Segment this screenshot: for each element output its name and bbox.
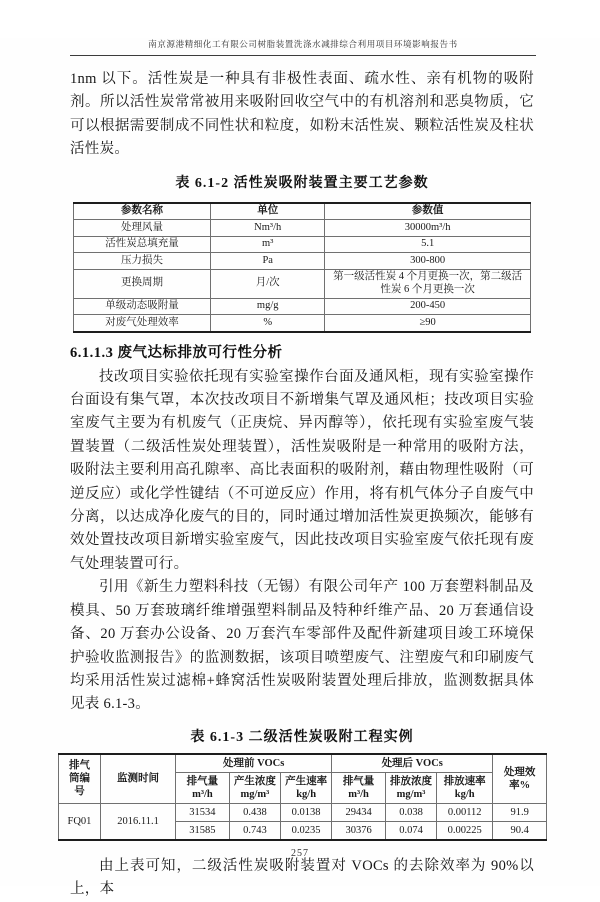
citation-paragraph: 引用《新生力塑料科技（无锡）有限公司年产 100 万套塑料制品及模具、50 万套玻璃纤维增强塑料制品及特种纤维产品、20 万套通信设备、20 万套办公设备、20 万套汽车零部件及配件新建项目竣工环境保护验收监测报告》的监测数据，该项目喷塑废气、注塑废气和印刷废气均采用活性炭过滤棉+蜂窝活性炭吸附装置处理后排放，监测数据具体见表 6.1-3。	[70, 579, 534, 713]
col-header-after-flow: 排气量 m³/h	[332, 772, 386, 803]
table-cell: 90.4	[493, 821, 547, 840]
page-header	[70, 38, 536, 56]
table-cell: 91.9	[493, 803, 547, 821]
table-cell: 0.743	[229, 821, 280, 840]
page-number: 257	[291, 848, 309, 859]
col-header-before-rate: 产生速率 kg/h	[281, 772, 332, 803]
table-cell: 处理风量	[74, 220, 211, 237]
table-cell: 0.038	[385, 803, 436, 821]
table-cell: 30376	[332, 821, 386, 840]
table-cell: 0.00112	[437, 803, 493, 821]
col-header-efficiency: 处理效率%	[493, 754, 547, 804]
col-header-value: 参数值	[325, 203, 531, 220]
document-page	[0, 38, 600, 898]
table-row	[74, 253, 531, 270]
table-cell: %	[211, 315, 325, 332]
table-cell: Pa	[211, 253, 325, 270]
monitoring-table-wrap	[58, 753, 547, 841]
table-cell: 0.00225	[437, 821, 493, 840]
table-cell: 更换周期	[74, 269, 211, 298]
col-header-after-rate: 排放速率 kg/h	[437, 772, 493, 803]
analysis-paragraph: 技改项目实验依托现有实验室操作台面及通风柜，现有实验室操作台面设有集气罩，本次技改项目不新增集气罩及通风柜；技改项目实验室废气主要为有机废气（正庚烷、异丙醇等），依托现有实验室废气装置装置（二级活性炭处理装置），活性炭吸附是一种常用的吸附方法，吸附法主要利用高孔隙率、高比表面积的吸附剂，藉由物理性吸附（可逆反应）或化学性键结（不可逆反应）作用，将有机气体分子自废气中分离，以达成净化废气的目的，同时通过增加活性炭更换频次，能够有效处置技改项目新增实验室废气，因此技改项目实验室废气依托现有废气处理装置可行。	[70, 368, 534, 572]
table-cell: 0.0235	[281, 821, 332, 840]
monitor-time-cell: 2016.11.1	[100, 803, 175, 840]
intro-paragraph: 1nm 以下。活性炭是一种具有非极性表面、疏水性、亲有机物的吸附剂。所以活性炭常常被用来吸附回收空气中的有机溶剂和恶臭物质，它可以根据需要制成不同性状和粒度，如粉末活性炭、颗粒活性炭及柱状活性炭。	[70, 71, 534, 158]
table-cell: 单级动态吸附量	[74, 298, 211, 315]
table-cell: 30000m³/h	[325, 220, 531, 237]
report-title: 南京源港精细化工有限公司树脂装置洗涤水减排综合利用项目环境影响报告书	[148, 39, 458, 49]
table-cell: 压力损失	[74, 253, 211, 270]
col-group-before-vocs: 处理前 VOCs	[176, 754, 332, 773]
section-heading: 6.1.1.3 废气达标排放可行性分析	[70, 344, 283, 361]
col-header-before-flow: 排气量 m³/h	[176, 772, 230, 803]
table1-title: 表 6.1-2 活性炭吸附装置主要工艺参数	[175, 175, 429, 191]
table-cell: 200-450	[325, 298, 531, 315]
monitoring-data-table	[58, 753, 547, 841]
table-cell: 300-800	[325, 253, 531, 270]
table-cell: 0.438	[229, 803, 280, 821]
table-cell: 5.1	[325, 236, 531, 253]
table-cell: 29434	[332, 803, 386, 821]
table-header-row	[59, 754, 547, 773]
table-cell: 活性炭总填充量	[74, 236, 211, 253]
table2-title: 表 6.1-3 二级活性炭吸附工程实例	[190, 729, 414, 745]
table-row	[74, 236, 531, 253]
table-row	[74, 269, 531, 298]
col-header-parameter: 参数名称	[74, 203, 211, 220]
table-cell: m³	[211, 236, 325, 253]
col-header-monitor-time: 监测时间	[100, 754, 175, 804]
table-cell: 31534	[176, 803, 230, 821]
col-header-before-concentration: 产生浓度 mg/m³	[229, 772, 280, 803]
table-row	[59, 803, 547, 821]
col-header-after-concentration: 排放浓度 mg/m³	[385, 772, 436, 803]
outlet-id-cell: FQ01	[59, 803, 101, 840]
table-cell: 月/次	[211, 269, 325, 298]
col-header-outlet-id: 排气筒编号	[59, 754, 101, 804]
col-group-after-vocs: 处理后 VOCs	[332, 754, 493, 773]
page-content	[67, 68, 536, 902]
table-cell: ≥90	[325, 315, 531, 332]
col-header-unit: 单位	[211, 203, 325, 220]
table-cell: 对废气处理效率	[74, 315, 211, 332]
closing-paragraph: 由上表可知，二级活性炭吸附装置对 VOCs 的去除效率为 90%以上，本	[70, 857, 534, 898]
table-header-row	[74, 203, 531, 220]
table-row	[74, 220, 531, 237]
process-parameters-table	[73, 202, 531, 333]
table-row	[74, 298, 531, 315]
table-cell: 0.0138	[281, 803, 332, 821]
table-cell: 第一级活性炭 4 个月更换一次，第二级活性炭 6 个月更换一次	[325, 269, 531, 298]
page-footer	[0, 848, 600, 859]
table-cell: 31585	[176, 821, 230, 840]
table-cell: mg/g	[211, 298, 325, 315]
table-cell: 0.074	[385, 821, 436, 840]
table-cell: Nm³/h	[211, 220, 325, 237]
table-row	[74, 315, 531, 332]
